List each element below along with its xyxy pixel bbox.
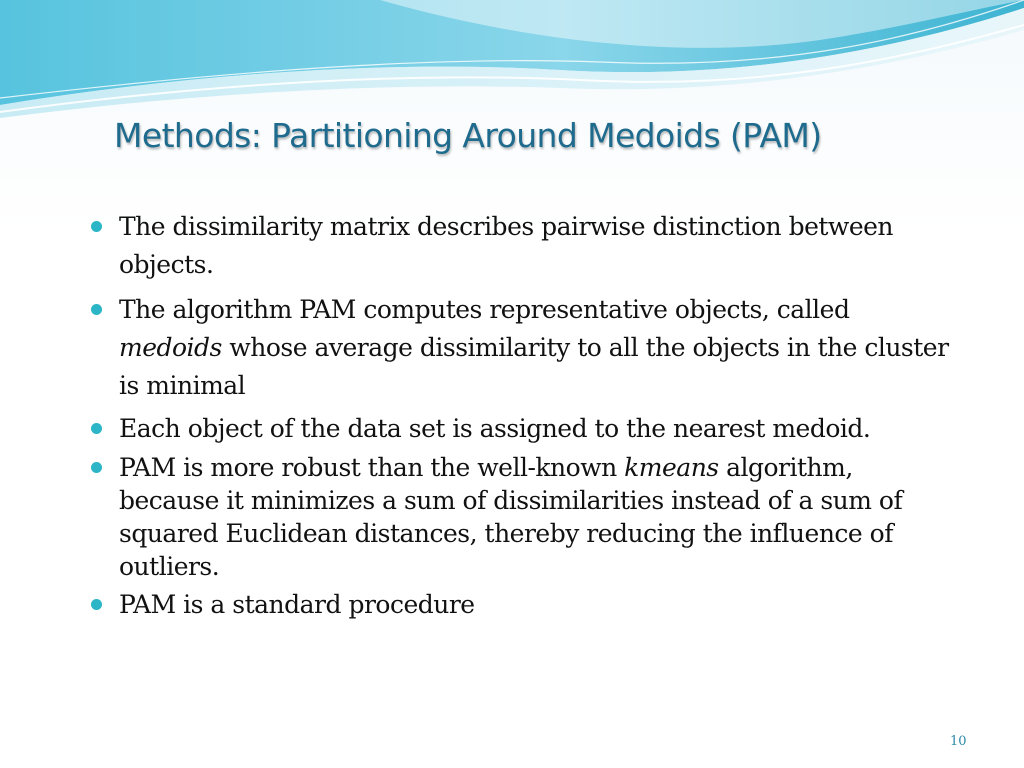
- header-wave-decoration: [0, 0, 1024, 130]
- bullet-text: Each object of the data set is assigned to the nearest medoid.: [119, 414, 871, 443]
- page-number: 10: [950, 734, 967, 749]
- bullet-text-before: PAM is more robust than the well-known: [119, 453, 625, 482]
- slide-title: Methods: Partitioning Around Medoids (PAM): [114, 116, 822, 155]
- bullet-text: PAM is a standard procedure: [119, 590, 475, 619]
- bullet-item: [88, 412, 958, 446]
- bullet-dot-icon: [91, 221, 102, 232]
- bullet-item: [88, 208, 958, 284]
- bullet-item: [88, 291, 958, 405]
- bullet-emphasis: kmeans: [624, 453, 719, 482]
- bullet-dot-icon: [91, 599, 102, 610]
- bullet-item: [88, 588, 958, 622]
- bullet-list: [88, 208, 958, 622]
- bullet-text-before: The algorithm PAM computes representative objects, called: [119, 295, 850, 324]
- bullet-text: The dissimilarity matrix describes pairwise distinction between objects.: [119, 212, 894, 279]
- bullet-dot-icon: [91, 462, 102, 473]
- bullet-text-after: algorithm, because it minimizes a sum of dissimilarities instead of a sum of squared Euclidean distances, thereby reducing the influence of outliers.: [119, 453, 903, 581]
- bullet-emphasis: medoids: [119, 333, 222, 362]
- bullet-text-after: whose average dissimilarity to all the objects in the cluster is minimal: [119, 333, 949, 400]
- bullet-item: [88, 451, 958, 583]
- bullet-dot-icon: [91, 304, 102, 315]
- bullet-dot-icon: [91, 423, 102, 434]
